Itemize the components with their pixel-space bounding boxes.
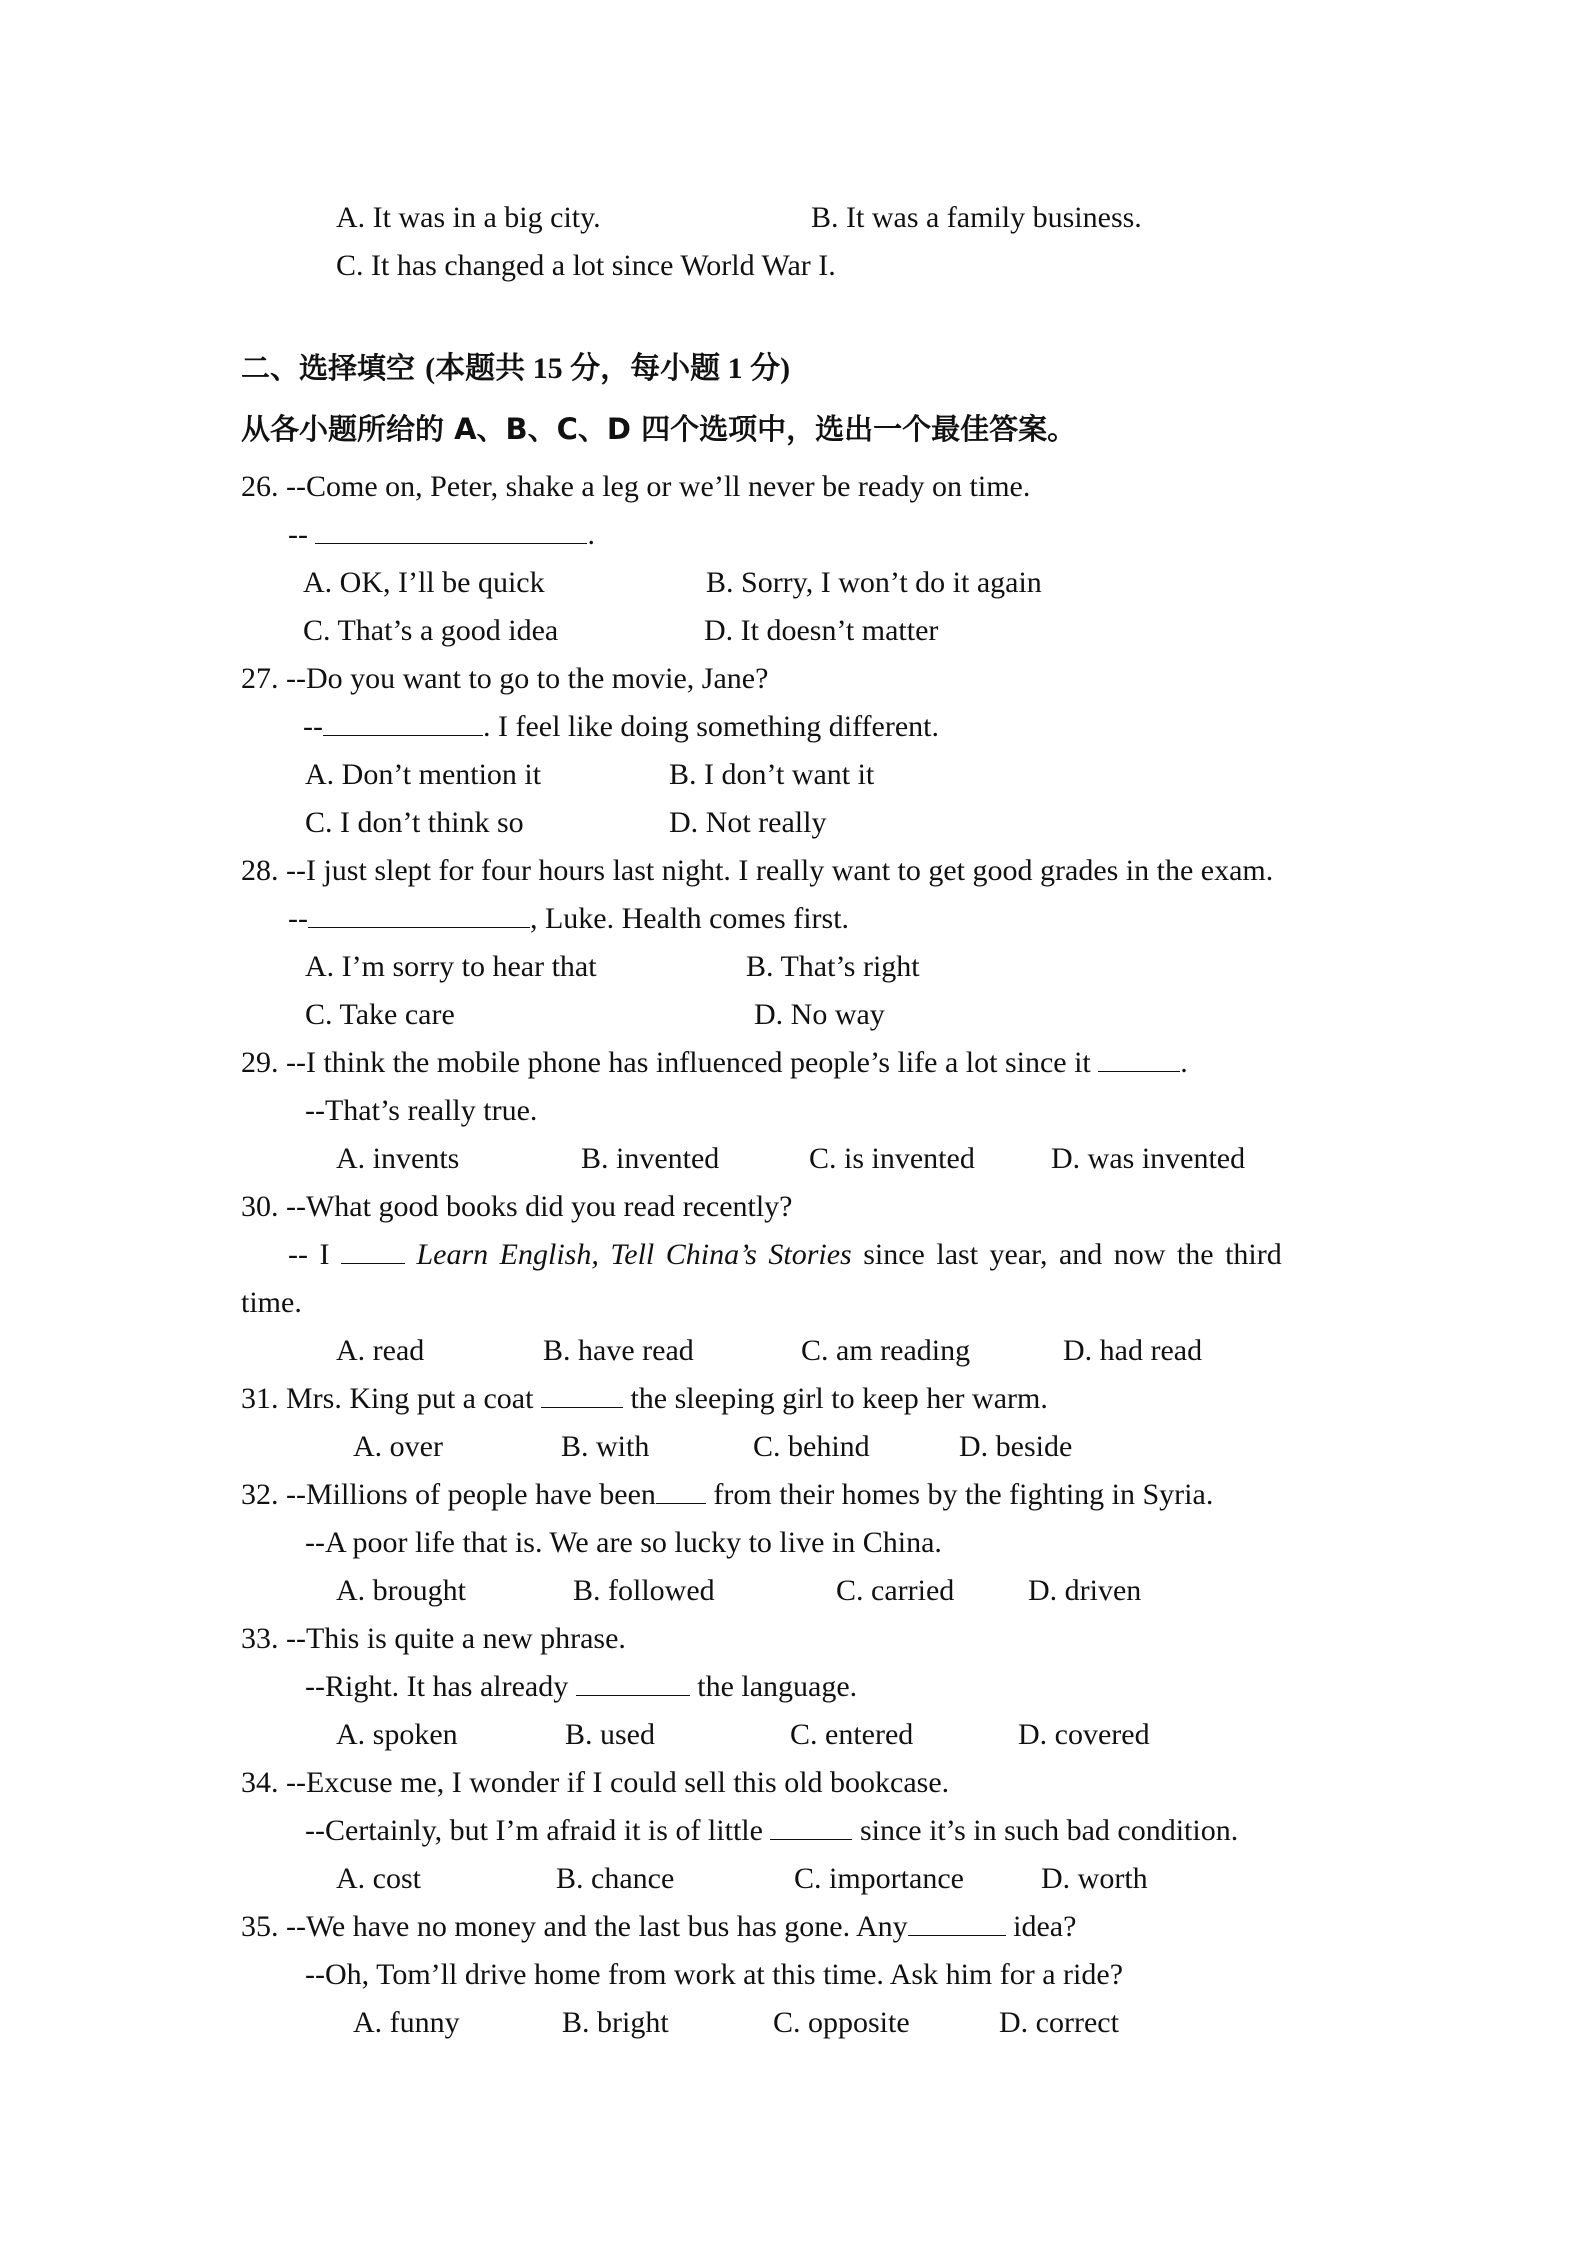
answer-blank: [908, 1913, 1006, 1936]
q31-stem: 31. Mrs. King put a coat the sleeping girl to keep her warm.: [241, 1382, 1048, 1415]
q34-reply: --Certainly, but I’m afraid it is of little since it’s in such bad condition.: [305, 1814, 1239, 1847]
answer-blank: [770, 1817, 852, 1840]
q35-option-a: A. funny: [353, 2006, 460, 2039]
q28-stem: 28. --I just slept for four hours last night. I really want to get good grades in the exam.: [241, 854, 1274, 887]
q27-option-c: C. I don’t think so: [305, 806, 524, 839]
q29-reply: --That’s really true.: [305, 1094, 538, 1127]
q32-option-b: B. followed: [573, 1574, 715, 1607]
q26-option-c: C. That’s a good idea: [303, 614, 559, 647]
q29-option-b: B. invented: [581, 1142, 720, 1175]
q33-option-d: D. covered: [1018, 1718, 1150, 1751]
q26-stem: 26. --Come on, Peter, shake a leg or we’ll never be ready on time.: [241, 470, 1031, 503]
q35-reply: --Oh, Tom’ll drive home from work at this time. Ask him for a ride?: [305, 1958, 1124, 1991]
q30-option-b: B. have read: [543, 1334, 694, 1367]
q30-stem: 30. --What good books did you read recently?: [241, 1190, 793, 1223]
q33-option-a: A. spoken: [336, 1718, 458, 1751]
q35-stem: 35. --We have no money and the last bus has gone. Any idea?: [241, 1910, 1077, 1943]
q27-stem: 27. --Do you want to go to the movie, Jane?: [241, 662, 769, 695]
q31-option-b: B. with: [561, 1430, 650, 1463]
section-instruction: 从各小题所给的 A、B、C、D 四个选项中，选出一个最佳答案。: [241, 412, 1077, 446]
prev-option-b: B. It was a family business.: [811, 201, 1142, 234]
answer-blank: [315, 521, 587, 544]
prev-option-c: C. It has changed a lot since World War I.: [336, 249, 836, 282]
q30-reply-cont: time.: [241, 1286, 302, 1319]
q32-option-c: C. carried: [836, 1574, 955, 1607]
q28-option-a: A. I’m sorry to hear that: [305, 950, 597, 983]
q27-option-a: A. Don’t mention it: [305, 758, 542, 791]
q34-option-d: D. worth: [1041, 1862, 1148, 1895]
q31-option-d: D. beside: [959, 1430, 1073, 1463]
q26-option-a: A. OK, I’ll be quick: [303, 566, 545, 599]
q31-option-c: C. behind: [753, 1430, 870, 1463]
q28-reply: -- , Luke. Health comes first.: [288, 902, 850, 935]
q31-option-a: A. over: [353, 1430, 443, 1463]
q30-option-d: D. had read: [1063, 1334, 1203, 1367]
q34-stem: 34. --Excuse me, I wonder if I could sell this old bookcase.: [241, 1766, 950, 1799]
q35-option-b: B. bright: [562, 2006, 669, 2039]
answer-blank: [323, 713, 483, 736]
book-title: Learn English, Tell China’s Stories: [416, 1238, 852, 1271]
q28-option-c: C. Take care: [305, 998, 455, 1031]
q27-option-d: D. Not really: [669, 806, 827, 839]
q34-option-c: C. importance: [794, 1862, 964, 1895]
q30-reply: -- I Learn English, Tell China’s Stories since last year, and now the third: [288, 1238, 1282, 1271]
q27-reply: -- . I feel like doing something different.: [303, 710, 939, 743]
q30-option-c: C. am reading: [801, 1334, 971, 1367]
answer-blank: [541, 1385, 623, 1408]
section-title-zh: 二、选择填空: [241, 351, 426, 385]
q33-stem: 33. --This is quite a new phrase.: [241, 1622, 626, 1655]
q33-option-b: B. used: [565, 1718, 655, 1751]
q29-option-a: A. invents: [336, 1142, 460, 1175]
q29-option-d: D. was invented: [1051, 1142, 1246, 1175]
q26-reply: -- .: [288, 518, 595, 551]
q34-option-b: B. chance: [556, 1862, 675, 1895]
q32-reply: --A poor life that is. We are so lucky to live in China.: [305, 1526, 942, 1559]
q32-stem: 32. --Millions of people have been from their homes by the fighting in Syria.: [241, 1478, 1214, 1511]
answer-blank: [576, 1673, 690, 1696]
q29-option-c: C. is invented: [809, 1142, 975, 1175]
q30-option-a: A. read: [336, 1334, 425, 1367]
q32-option-a: A. brought: [336, 1574, 466, 1607]
q33-reply: --Right. It has already the language.: [305, 1670, 858, 1703]
q28-option-b: B. That’s right: [746, 950, 920, 983]
q35-option-d: D. correct: [999, 2006, 1119, 2039]
section-title: [241, 351, 791, 385]
prev-option-a: A. It was in a big city.: [336, 201, 601, 234]
section-score: (本题共 15 分，每小题 1 分): [425, 352, 791, 385]
answer-blank: [308, 905, 530, 928]
q33-option-c: C. entered: [790, 1718, 914, 1751]
answer-blank: [656, 1481, 706, 1504]
q27-option-b: B. I don’t want it: [669, 758, 875, 791]
q26-option-b: B. Sorry, I won’t do it again: [706, 566, 1042, 599]
q29-stem: 29. --I think the mobile phone has influenced people’s life a lot since it .: [241, 1046, 1188, 1079]
answer-blank: [1098, 1049, 1180, 1072]
q32-option-d: D. driven: [1028, 1574, 1142, 1607]
answer-blank: [341, 1241, 405, 1264]
q35-option-c: C. opposite: [773, 2006, 910, 2039]
q26-option-d: D. It doesn’t matter: [704, 614, 939, 647]
q28-option-d: D. No way: [754, 998, 885, 1031]
q34-option-a: A. cost: [336, 1862, 421, 1895]
